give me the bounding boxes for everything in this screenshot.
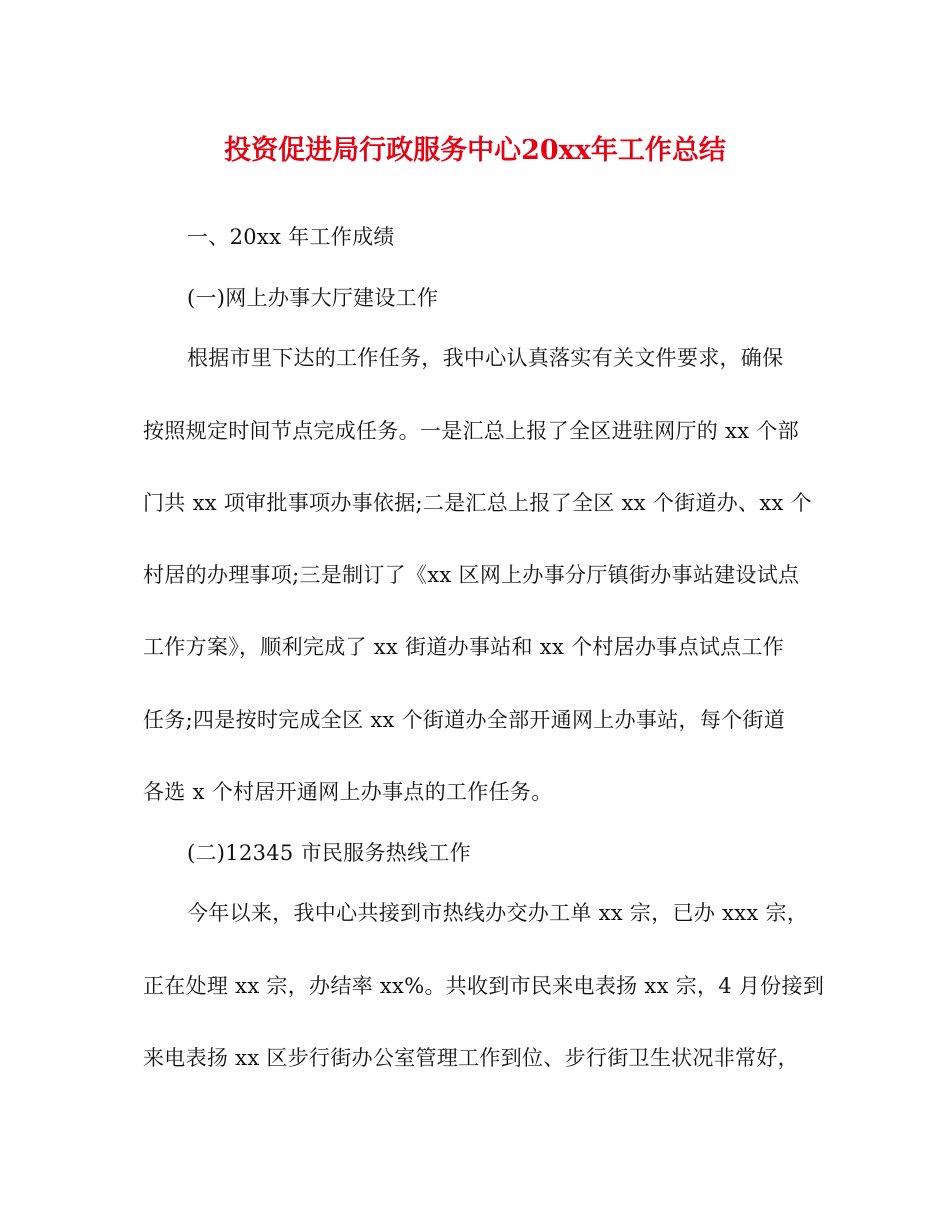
paragraph-line: 村居的办理事项;三是制订了《xx 区网上办事分厅镇街办事站建设试点 (143, 563, 800, 587)
paragraph-line: 各选 x 个村居开通网上办事点的工作任务。 (143, 780, 553, 804)
paragraph-line: 今年以来，我中心共接到市热线办交办工单 xx 宗，已办 xxx 宗， (187, 901, 809, 925)
paragraph-line: 按照规定时间节点完成任务。一是汇总上报了全区进驻网厅的 xx 个部 (143, 419, 799, 443)
paragraph-line: 根据市里下达的工作任务，我中心认真落实有关文件要求，确保 (187, 346, 784, 370)
paragraph-line: 来电表扬 xx 区步行街办公室管理工作到位、步行街卫生状况非常好， (143, 1046, 799, 1070)
section-heading: 一、20xx 年工作成绩 (187, 225, 395, 249)
paragraph-line: 任务;四是按时完成全区 xx 个街道办全部开通网上办事站，每个街道 (143, 708, 786, 732)
paragraph-line: 门共 xx 项审批事项办事依据;二是汇总上报了全区 xx 个街道办、xx 个 (143, 491, 812, 515)
paragraph-line: 工作方案》，顺利完成了 xx 街道办事站和 xx 个村居办事点试点工作 (143, 635, 785, 659)
subsection-heading: (一)网上办事大厅建设工作 (187, 286, 439, 310)
subsection-heading: (二)12345 市民服务热线工作 (187, 841, 471, 865)
paragraph-line: 正在处理 xx 宗，办结率 xx%。共收到市民来电表扬 xx 宗，4 月份接到 (143, 974, 825, 998)
document-title: 投资促进局行政服务中心20xx年工作总结 (224, 135, 726, 166)
